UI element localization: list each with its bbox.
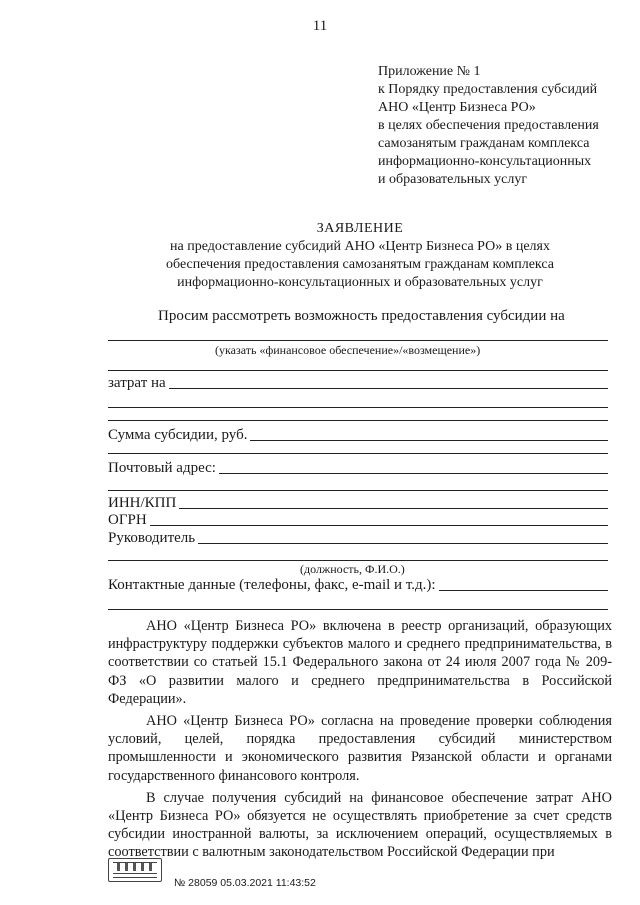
contacts-label: Контактные данные (телефоны, факс, e-mail и т.д.): [108, 577, 436, 593]
appendix-line: Приложение № 1 [378, 64, 481, 79]
page-number: 11 [312, 18, 328, 34]
support-type-field[interactable] [108, 340, 608, 341]
paragraph: АНО «Центр Бизнеса РО» включена в реестр организаций, образующих инфраструктуру поддержки субъектов малого и среднего предпринимательства, в соответствии со статьей 15.1 Федерального закона от 24 июля 2007 года № 209-ФЗ «О развитии малого и среднего предпринимательства в Российской Федерации». [108, 618, 612, 707]
blank-line[interactable] [108, 370, 608, 371]
inn-kpp-field [108, 495, 608, 512]
appendix-line: АНО «Центр Бизнеса РО» [378, 100, 536, 115]
appendix-line: информационно-консультационных [378, 154, 592, 169]
costs-input-line[interactable] [108, 407, 608, 408]
contacts-input-line[interactable] [108, 609, 608, 610]
ogrn-label: ОГРН [108, 512, 147, 528]
contacts-field [108, 577, 608, 594]
costs-field [108, 375, 608, 392]
government-building-icon [108, 858, 162, 882]
appendix-line: к Порядку предоставления субсидий [378, 82, 598, 97]
head-input-line[interactable] [108, 560, 608, 561]
request-text: Просим рассмотреть возможность предоставления субсидии на [158, 308, 565, 324]
head-label: Руководитель [108, 530, 196, 546]
appendix-line: в целях обеспечения предоставления [378, 118, 599, 133]
title-line: информационно-консультационных и образовательных услуг [177, 275, 543, 290]
appendix-line: и образовательных услуг [378, 172, 528, 187]
postal-address-input-line[interactable] [108, 490, 608, 491]
contacts-input[interactable] [439, 590, 608, 591]
head-hint: (должность, Ф.И.О.) [300, 562, 405, 576]
title-line: обеспечения предоставления самозанятым гражданам комплекса [166, 257, 554, 272]
ogrn-field [108, 512, 608, 529]
costs-input[interactable] [169, 388, 608, 389]
postal-address-field [108, 460, 608, 477]
ogrn-input[interactable] [150, 525, 608, 526]
appendix-line: самозанятым гражданам комплекса [378, 136, 590, 151]
paragraph: В случае получения субсидий на финансовое обеспечение затрат АНО «Центр Бизнеса РО» обязуется не осуществлять приобретение за счет средств субсидии иностранной валюты, за исключением операций, осуществляемых в соответствии с валютным законодательством Российской Федерации при [108, 789, 612, 861]
subsidy-amount-input[interactable] [250, 440, 608, 441]
appendix-header [378, 63, 599, 189]
title-line: на предоставление субсидий АНО «Центр Бизнеса РО» в целях [170, 239, 550, 254]
head-field [108, 530, 608, 547]
subsidy-amount-field [108, 427, 608, 444]
paragraph: АНО «Центр Бизнеса РО» согласна на проведение проверки соблюдения условий, целей, порядка предоставления субсидий министерством промышленности и экономического развития Рязанской области и органами государственного финансового контроля. [108, 713, 612, 784]
subsidy-amount-input-line[interactable] [108, 453, 608, 454]
document-title [110, 220, 610, 292]
inn-kpp-label: ИНН/КПП [108, 495, 177, 511]
title-heading: ЗАЯВЛЕНИЕ [316, 221, 404, 236]
postal-address-label: Почтовый адрес: [108, 460, 216, 476]
registration-number: № 28059 05.03.2021 11:43:52 [174, 877, 316, 889]
postal-address-input[interactable] [219, 473, 608, 474]
head-input[interactable] [198, 543, 608, 544]
subsidy-amount-label: Сумма субсидии, руб. [108, 427, 248, 443]
body-text [108, 617, 612, 866]
costs-input-line[interactable] [108, 420, 608, 421]
inn-kpp-input[interactable] [179, 508, 608, 509]
costs-label: затрат на [108, 375, 166, 391]
support-type-hint: (указать «финансовое обеспечение»/«возмещение») [215, 343, 481, 357]
